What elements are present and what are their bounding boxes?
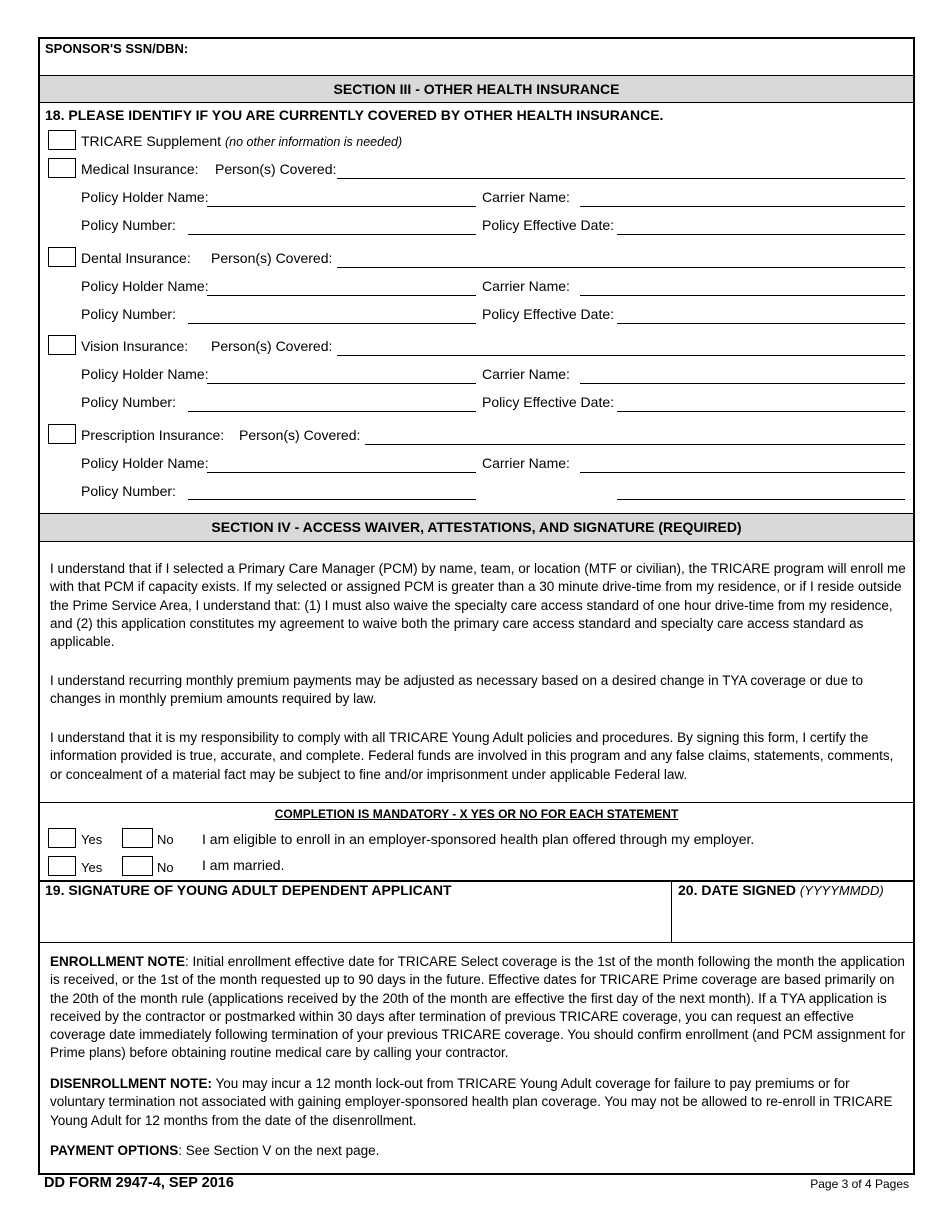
medical-carrier-field[interactable] [580, 206, 905, 207]
vision-policy-holder-field[interactable] [207, 383, 476, 384]
prescription-policy-holder-label: Policy Holder Name: [81, 455, 209, 471]
medical-policy-number-field[interactable] [188, 234, 476, 235]
question-20-row [678, 882, 884, 898]
stmt1-text: I am eligible to enroll in an employer-sponsored health plan offered through my employer. [202, 831, 755, 847]
medical-policy-holder-label: Policy Holder Name: [81, 189, 209, 205]
tricare-supplement-row [81, 133, 402, 149]
form-id: DD FORM 2947-4, SEP 2016 [44, 1175, 234, 1191]
medical-carrier-label: Carrier Name: [482, 189, 570, 205]
tricare-supplement-checkbox[interactable] [48, 130, 76, 150]
medical-effective-date-label: Policy Effective Date: [482, 217, 615, 233]
tricare-supplement-label: TRICARE Supplement [81, 133, 222, 149]
stmt1-no-checkbox[interactable] [122, 828, 153, 848]
medical-policy-number-label: Policy Number: [81, 217, 176, 233]
divider-signature-date [671, 880, 672, 942]
medical-policy-holder-field[interactable] [207, 206, 476, 207]
medical-effective-date-field[interactable] [617, 234, 905, 235]
dental-insurance-checkbox[interactable] [48, 247, 76, 267]
prescription-persons-covered-field[interactable] [365, 444, 905, 445]
dental-policy-holder-field[interactable] [207, 295, 476, 296]
dental-policy-number-label: Policy Number: [81, 306, 176, 322]
dental-policy-number-field[interactable] [188, 323, 476, 324]
prescription-policy-holder-field[interactable] [207, 472, 476, 473]
disenrollment-note-label: DISENROLLMENT NOTE: [50, 1076, 212, 1091]
mandatory-instruction: COMPLETION IS MANDATORY - X YES OR NO FOR EACH STATEMENT [274, 807, 679, 821]
payment-options [50, 1142, 908, 1160]
question-19-label: 19. SIGNATURE OF YOUNG ADULT DEPENDENT APPLICANT [45, 882, 452, 898]
vision-insurance-label: Vision Insurance: [81, 338, 189, 354]
vision-policy-number-field[interactable] [188, 411, 476, 412]
question-18-label: 18. PLEASE IDENTIFY IF YOU ARE CURRENTLY COVERED BY OTHER HEALTH INSURANCE. [45, 107, 664, 123]
vision-effective-date-label: Policy Effective Date: [482, 394, 615, 410]
section4-title: SECTION IV - ACCESS WAIVER, ATTESTATIONS, AND SIGNATURE (REQUIRED) [211, 519, 742, 535]
prescription-carrier-field[interactable] [580, 472, 905, 473]
dental-insurance-label: Dental Insurance: [81, 250, 191, 266]
prescription-extra-field[interactable] [617, 499, 905, 500]
payment-options-text: : See Section V on the next page. [178, 1143, 380, 1158]
prescription-policy-number-label: Policy Number: [81, 483, 176, 499]
prescription-persons-covered-label: Person(s) Covered: [239, 427, 361, 443]
sponsor-ssn-field[interactable] [230, 41, 910, 71]
payment-options-label: PAYMENT OPTIONS [50, 1143, 179, 1158]
enrollment-note [50, 953, 908, 1063]
signature-field[interactable] [45, 901, 665, 939]
sponsor-ssn-label: SPONSOR'S SSN/DBN: [45, 41, 189, 56]
stmt2-text: I am married. [202, 857, 285, 873]
disenrollment-note-text: You may incur a 12 month lock-out from TRICARE Young Adult coverage for failure to pay premiums or for voluntary termination not associated with gaining employer-sponsored health plan coverage. You may not be allowed to re-enroll in TRICARE Young Adult for 12 months from the date of the disenrollment. [50, 1076, 893, 1128]
stmt1-yes-label: Yes [81, 832, 103, 847]
section3-header [40, 75, 913, 103]
date-format-hint: (YYYYMMDD) [799, 883, 884, 898]
vision-policy-number-label: Policy Number: [81, 394, 176, 410]
prescription-policy-number-field[interactable] [188, 499, 476, 500]
attestation-paragraph-3: I understand that it is my responsibility to comply with all TRICARE Young Adult policies and procedures. By signing this form, I certify the information provided is true, accurate, and complete. Federal funds are involved in this program and any false claims, statements, comments, or concealment of a material fact may be subject to fine and/or imprisonment under applicable Federal law. [50, 730, 894, 782]
enrollment-note-label: ENROLLMENT NOTE [50, 954, 185, 969]
enrollment-note-text: : Initial enrollment effective date for TRICARE Select coverage is the 1st of the month following the month the application is received, or the 1st of the month requested up to 90 days in the future. Effective dates for TRICARE Prime coverage are based primarily on the 20th of the month rule (applications received by the 20th of the month are effective the first day of the next month). If a TYA application is received by the contractor or postmarked within 30 days after termination of previous TRICARE coverage, you can request an effective coverage date immediately following termination of your previous TRICARE coverage. You should confirm enrollment (and PCM assignment for Prime plans) before obtaining routine medical care by calling your contractor. [50, 954, 906, 1061]
vision-carrier-field[interactable] [580, 383, 905, 384]
stmt2-yes-checkbox[interactable] [48, 856, 76, 876]
form-page [38, 37, 915, 1175]
vision-effective-date-field[interactable] [617, 411, 905, 412]
divider-mandatory [40, 802, 913, 803]
date-signed-field[interactable] [678, 901, 908, 939]
page-number: Page 3 of 4 Pages [810, 1177, 909, 1191]
question-20-label: 20. DATE SIGNED [678, 882, 796, 898]
prescription-carrier-label: Carrier Name: [482, 455, 570, 471]
section4-header [40, 513, 913, 542]
divider-signature-bottom [40, 942, 913, 943]
dental-persons-covered-label: Person(s) Covered: [211, 250, 333, 266]
dental-policy-holder-label: Policy Holder Name: [81, 278, 209, 294]
dental-effective-date-label: Policy Effective Date: [482, 306, 615, 322]
attestation-paragraph-1: I understand that if I selected a Primary Care Manager (PCM) by name, team, or location (MTF or civilian), the TRICARE program will enroll me with that PCM if capacity exists. If my selected or assigned PCM is greater than a 30 minute drive-time from my residence, or if I reside outside the Prime Service Area, I understand that: (1) I must also waive the specialty care access standard of one hour drive-time from my residence, and (2) this application constitutes my agreement to waive both the primary care access standard and specialty care access standard as applicable. [50, 561, 906, 650]
vision-persons-covered-field[interactable] [337, 355, 905, 356]
tricare-supplement-note: (no other information is needed) [224, 135, 403, 149]
medical-insurance-checkbox[interactable] [48, 158, 76, 178]
stmt2-yes-label: Yes [81, 860, 103, 875]
stmt2-no-checkbox[interactable] [122, 856, 153, 876]
dental-carrier-field[interactable] [580, 295, 905, 296]
stmt1-no-label: No [157, 832, 174, 847]
attestation-paragraph-2: I understand recurring monthly premium payments may be adjusted as necessary based on a desired change in TYA coverage or due to changes in monthly premium amounts required by law. [50, 673, 863, 707]
medical-persons-covered-label: Person(s) Covered: [215, 161, 337, 177]
vision-insurance-checkbox[interactable] [48, 335, 76, 355]
stmt2-no-label: No [157, 860, 174, 875]
dental-effective-date-field[interactable] [617, 323, 905, 324]
prescription-insurance-checkbox[interactable] [48, 424, 76, 444]
dental-persons-covered-field[interactable] [337, 267, 905, 268]
stmt1-yes-checkbox[interactable] [48, 828, 76, 848]
medical-insurance-label: Medical Insurance: [81, 161, 199, 177]
vision-persons-covered-label: Person(s) Covered: [211, 338, 333, 354]
dental-carrier-label: Carrier Name: [482, 278, 570, 294]
disenrollment-note [50, 1075, 908, 1130]
medical-persons-covered-field[interactable] [337, 178, 905, 179]
prescription-insurance-label: Prescription Insurance: [81, 427, 225, 443]
vision-carrier-label: Carrier Name: [482, 366, 570, 382]
section3-title: SECTION III - OTHER HEALTH INSURANCE [333, 81, 620, 97]
vision-policy-holder-label: Policy Holder Name: [81, 366, 209, 382]
